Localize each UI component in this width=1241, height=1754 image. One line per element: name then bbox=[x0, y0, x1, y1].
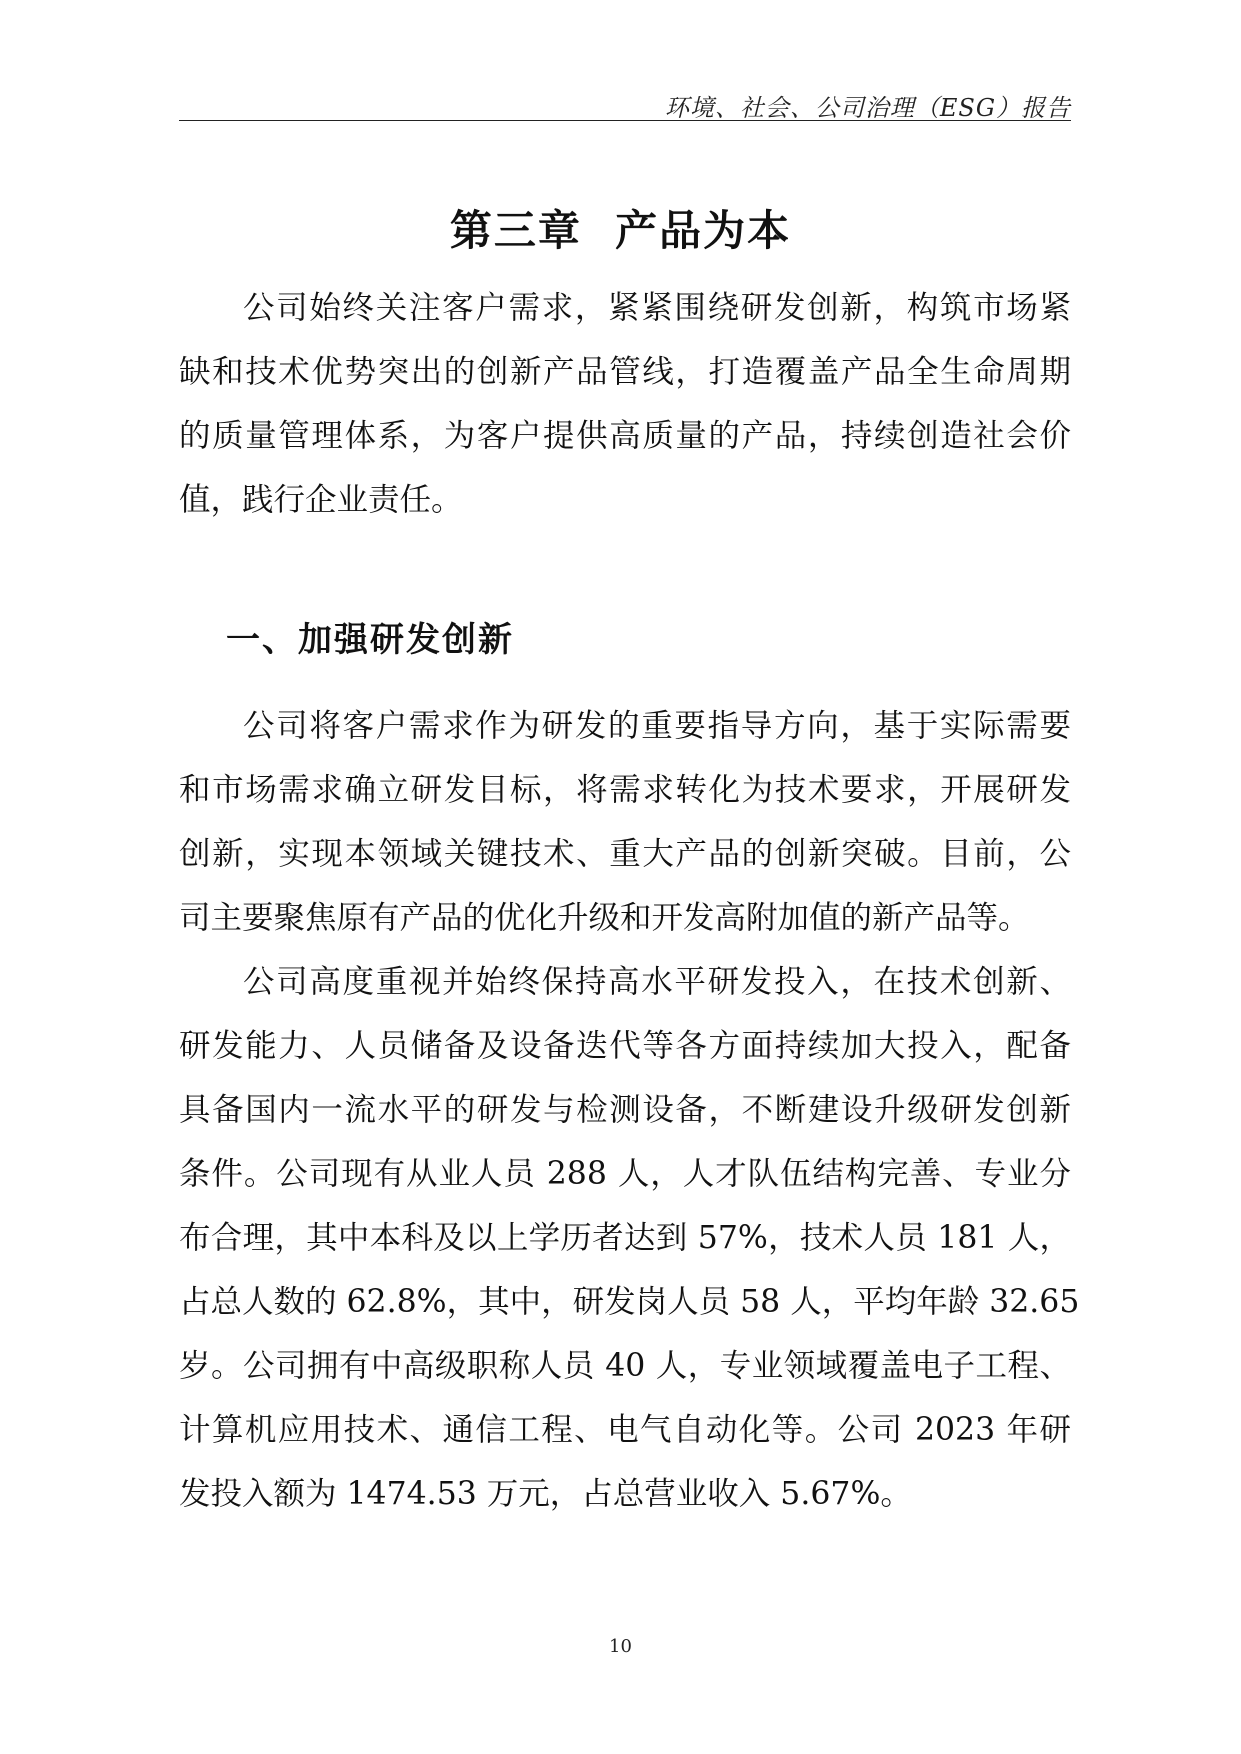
page-header bbox=[179, 88, 1071, 120]
paragraph-line: 的质量管理体系，为客户提供高质量的产品，持续创造社会价 bbox=[179, 418, 1071, 454]
paragraph-line: 布合理，其中本科及以上学历者达到 57%，技术人员 181 人， bbox=[179, 1220, 1071, 1256]
paragraph-line: 公司高度重视并始终保持高水平研发投入，在技术创新、 bbox=[243, 964, 1071, 1000]
paragraph-line: 缺和技术优势突出的创新产品管线，打造覆盖产品全生命周期 bbox=[179, 354, 1071, 390]
rd-investment-paragraph bbox=[179, 950, 1080, 1526]
page-number: 10 bbox=[609, 1636, 632, 1657]
paragraph-line: 值，践行企业责任。 bbox=[179, 482, 463, 518]
paragraph-line: 研发能力、人员储备及设备迭代等各方面持续加大投入，配备 bbox=[179, 1028, 1071, 1064]
paragraph-line: 和市场需求确立研发目标，将需求转化为技术要求，开展研发 bbox=[179, 772, 1071, 808]
header-divider bbox=[179, 120, 1071, 121]
paragraph-line: 占总人数的 62.8%，其中，研发岗人员 58 人，平均年龄 32.65 bbox=[179, 1284, 1080, 1320]
intro-paragraph bbox=[179, 276, 1071, 532]
paragraph-line: 条件。公司现有从业人员 288 人，人才队伍结构完善、专业分 bbox=[179, 1156, 1071, 1192]
paragraph-line: 计算机应用技术、通信工程、电气自动化等。公司 2023 年研 bbox=[179, 1412, 1071, 1448]
paragraph-line: 公司将客户需求作为研发的重要指导方向，基于实际需要 bbox=[243, 708, 1071, 744]
paragraph-line: 岁。公司拥有中高级职称人员 40 人，专业领域覆盖电子工程、 bbox=[179, 1348, 1071, 1384]
paragraph-line: 具备国内一流水平的研发与检测设备，不断建设升级研发创新 bbox=[179, 1092, 1071, 1128]
rd-direction-paragraph bbox=[179, 694, 1071, 950]
report-header-title: 环境、社会、公司治理（ESG）报告 bbox=[664, 94, 1071, 122]
chapter-title: 第三章 产品为本 bbox=[449, 206, 792, 255]
paragraph-line: 司主要聚焦原有产品的优化升级和开发高附加值的新产品等。 bbox=[179, 900, 1030, 936]
section-heading: 一、加强研发创新 bbox=[226, 620, 514, 660]
paragraph-line: 发投入额为 1474.53 万元，占总营业收入 5.67%。 bbox=[179, 1476, 912, 1512]
paragraph-line: 公司始终关注客户需求，紧紧围绕研发创新，构筑市场紧 bbox=[243, 290, 1071, 326]
paragraph-line: 创新，实现本领域关键技术、重大产品的创新突破。目前，公 bbox=[179, 836, 1071, 872]
